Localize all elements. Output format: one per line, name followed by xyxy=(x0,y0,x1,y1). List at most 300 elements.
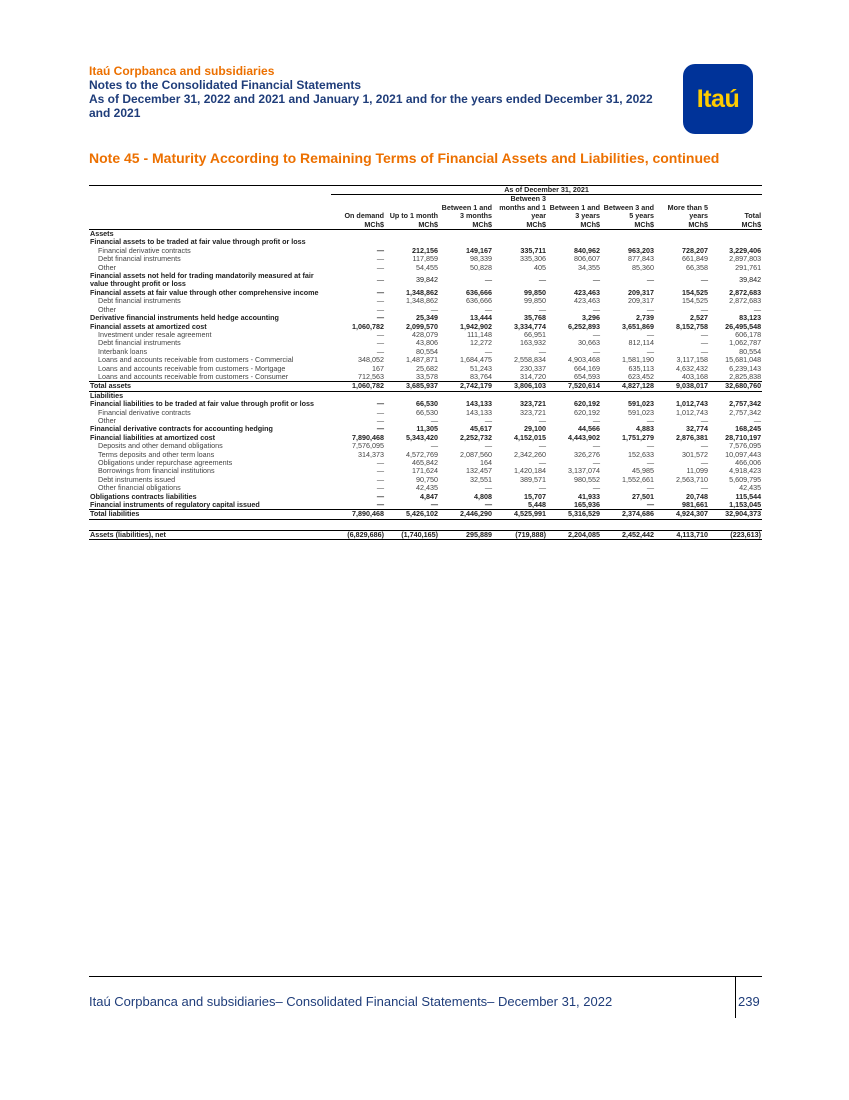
row-label: Deposits and other demand obligations xyxy=(98,442,223,451)
cell-value: 7,890,468 xyxy=(331,510,385,519)
table-row xyxy=(89,272,762,289)
header-line-1: Notes to the Consolidated Financial Statements xyxy=(89,78,362,92)
cell-value: 314,720 xyxy=(520,372,546,381)
row-label: Investment under resale agreement xyxy=(98,330,212,339)
cell-value: 591,023 xyxy=(628,400,654,409)
cell-value: — xyxy=(484,484,492,493)
cell-value: — xyxy=(376,347,384,356)
cell-value: 7,520,614 xyxy=(547,382,601,391)
cell-value: — xyxy=(538,459,546,467)
company-name: Itaú Corpbanca and subsidiaries xyxy=(89,64,275,78)
cell-value: 1,348,862 xyxy=(406,297,438,306)
cell-value: 3,296 xyxy=(582,314,600,323)
cell-value: (1,740,165) xyxy=(385,530,439,539)
unit-label: MCh$ xyxy=(709,221,762,230)
cell-value: 7,576,095 xyxy=(352,442,384,451)
row-label: Financial liabilities at amortized cost xyxy=(90,433,216,442)
cell-value: 27,501 xyxy=(632,492,654,501)
cell-value: 4,918,423 xyxy=(729,467,762,476)
cell-value: 2,452,442 xyxy=(601,530,655,539)
cell-value: 154,525 xyxy=(682,297,708,306)
cell-value: — xyxy=(484,501,492,510)
cell-value: 35,768 xyxy=(524,314,546,323)
cell-value: — xyxy=(646,442,654,451)
cell-value: 428,079 xyxy=(412,330,438,339)
row-label: Financial instruments of regulatory capital issued xyxy=(90,501,260,510)
table-row xyxy=(89,297,762,305)
column-header: Between 1 and 3 years xyxy=(549,202,600,221)
cell-value: — xyxy=(700,339,708,348)
cell-value: — xyxy=(376,408,384,417)
cell-value: 6,252,893 xyxy=(568,322,600,331)
row-label: Other xyxy=(98,416,116,425)
cell-value: 423,463 xyxy=(574,288,600,297)
table-row xyxy=(89,339,762,347)
cell-value: 664,169 xyxy=(574,364,600,373)
cell-value: 5,343,420 xyxy=(406,433,438,442)
table-row xyxy=(89,530,762,539)
row-label: Loans and accounts receivable from customers - Commercial xyxy=(98,356,294,365)
cell-value: — xyxy=(700,305,708,314)
cell-value: 32,774 xyxy=(686,425,708,434)
cell-value: 30,663 xyxy=(578,339,600,348)
cell-value: 1,060,782 xyxy=(352,322,384,331)
cell-value: — xyxy=(376,400,384,409)
cell-value: — xyxy=(700,442,708,451)
cell-value: — xyxy=(376,484,384,493)
cell-value: 980,552 xyxy=(574,475,600,484)
cell-value: — xyxy=(376,288,384,297)
footer-page-divider xyxy=(735,976,736,1018)
unit-label: MCh$ xyxy=(385,221,439,230)
cell-value: — xyxy=(592,275,600,285)
cell-value: 981,661 xyxy=(682,501,708,510)
row-label: Derivative financial instruments held hedge accounting xyxy=(90,314,279,323)
cell-value: 9,038,017 xyxy=(655,382,709,391)
cell-value: 230,337 xyxy=(520,364,546,373)
cell-value: 163,932 xyxy=(520,339,546,348)
cell-value: — xyxy=(376,492,384,501)
cell-value: 3,117,158 xyxy=(676,356,708,365)
cell-value: 314,373 xyxy=(358,450,384,459)
row-label: Debt financial instruments xyxy=(98,255,181,264)
cell-value: — xyxy=(646,347,654,356)
cell-value: 636,666 xyxy=(466,288,492,297)
cell-value: 99,850 xyxy=(524,288,546,297)
cell-value: 54,455 xyxy=(416,263,438,272)
cell-value: — xyxy=(700,347,708,356)
column-header-row xyxy=(89,195,762,221)
cell-value: 10,097,443 xyxy=(725,450,762,459)
cell-value: 2,757,342 xyxy=(729,408,762,417)
cell-value: 2,825,838 xyxy=(729,372,762,381)
cell-value: 83,764 xyxy=(470,372,492,381)
cell-value: 45,617 xyxy=(470,425,492,434)
cell-value: — xyxy=(592,442,600,451)
row-label: Loans and accounts receivable from customers - Mortgage xyxy=(98,364,286,373)
row-label: Financial derivative contracts xyxy=(98,408,191,417)
cell-value: — xyxy=(538,347,546,356)
cell-value: 326,276 xyxy=(574,450,600,459)
cell-value: 111,148 xyxy=(467,330,492,339)
cell-value: 423,463 xyxy=(574,297,600,306)
cell-value: 3,229,406 xyxy=(729,246,762,255)
cell-value: — xyxy=(538,305,546,314)
cell-value: 3,137,074 xyxy=(568,467,600,476)
cell-value: 2,446,290 xyxy=(439,510,493,519)
cell-value: 2,204,085 xyxy=(547,530,601,539)
cell-value: — xyxy=(376,297,384,306)
cell-value: 1,581,190 xyxy=(622,356,654,365)
period-header: As of December 31, 2021 xyxy=(331,186,762,195)
cell-value: 34,355 xyxy=(578,263,600,272)
cell-value: 3,806,103 xyxy=(493,382,547,391)
row-label: Other financial obligations xyxy=(98,484,181,493)
cell-value: 2,563,710 xyxy=(676,475,708,484)
unit-label: MCh$ xyxy=(331,221,385,230)
cell-value: 2,876,381 xyxy=(676,433,708,442)
cell-value: 90,750 xyxy=(416,475,438,484)
header-line-3: and 2021 xyxy=(89,106,141,120)
cell-value: 1,060,782 xyxy=(331,382,385,391)
row-label: Terms deposits and other term loans xyxy=(98,450,215,459)
table-row xyxy=(89,484,762,492)
cell-value: 4,847 xyxy=(420,492,438,501)
cell-value: 20,748 xyxy=(686,492,708,501)
table-row xyxy=(89,230,762,239)
table-row xyxy=(89,255,762,263)
cell-value: — xyxy=(700,330,708,339)
table-row xyxy=(89,434,762,442)
cell-value: 4,827,128 xyxy=(601,382,655,391)
column-header: Between 1 and 3 months xyxy=(441,202,492,221)
cell-value: — xyxy=(376,275,384,285)
cell-value: — xyxy=(592,330,600,339)
cell-value: 115,544 xyxy=(735,492,762,501)
cell-value: — xyxy=(646,275,654,285)
cell-value: 167 xyxy=(372,364,384,373)
cell-value: 4,152,015 xyxy=(514,433,546,442)
cell-value: 25,682 xyxy=(416,364,438,373)
cell-value: 295,889 xyxy=(439,530,493,539)
unit-label: MCh$ xyxy=(439,221,493,230)
cell-value: — xyxy=(376,305,384,314)
cell-value: — xyxy=(592,416,600,425)
row-label: Other xyxy=(98,305,116,314)
cell-value: 812,114 xyxy=(628,339,654,348)
cell-value: 11,099 xyxy=(686,467,708,476)
cell-value: 466,006 xyxy=(735,459,762,467)
cell-value: 4,632,432 xyxy=(676,364,708,373)
cell-value: 171,624 xyxy=(412,467,438,476)
cell-value: — xyxy=(376,475,384,484)
cell-value: 168,245 xyxy=(735,425,762,434)
unit-label: MCh$ xyxy=(601,221,655,230)
table-row xyxy=(89,467,762,475)
cell-value: (719,888) xyxy=(493,530,547,539)
cell-value: 348,052 xyxy=(358,356,384,365)
cell-value: 2,872,683 xyxy=(729,288,762,297)
cell-value: — xyxy=(538,442,546,451)
table-row xyxy=(89,264,762,272)
cell-value: — xyxy=(646,330,654,339)
cell-value: 28,710,197 xyxy=(725,433,762,442)
row-label: Financial assets not held for trading mandatorily measured at fair value throught profit or loss xyxy=(90,272,314,289)
cell-value: 209,317 xyxy=(628,297,654,306)
cell-value: 66,358 xyxy=(686,263,708,272)
cell-value: 51,243 xyxy=(470,364,492,373)
cell-value: 2,897,803 xyxy=(729,255,762,264)
cell-value: 117,859 xyxy=(412,255,438,264)
cell-value: 2,099,570 xyxy=(406,322,438,331)
row-label: Borrowings from financial institutions xyxy=(98,467,215,476)
table-row xyxy=(89,442,762,450)
cell-value: 80,554 xyxy=(739,347,762,356)
cell-value: 591,023 xyxy=(628,408,654,417)
cell-value: 39,842 xyxy=(739,275,762,285)
cell-value: 2,872,683 xyxy=(729,297,762,306)
cell-value: — xyxy=(430,305,438,314)
table-row xyxy=(89,510,762,519)
cell-value: 840,962 xyxy=(574,246,600,255)
cell-value: 291,761 xyxy=(735,263,762,272)
cell-value: — xyxy=(700,416,708,425)
cell-value: 806,607 xyxy=(574,255,600,264)
table-row xyxy=(89,400,762,408)
cell-value: 33,578 xyxy=(416,372,438,381)
cell-value: 3,334,774 xyxy=(514,322,546,331)
column-header: Between 3 and 5 years xyxy=(603,202,654,221)
cell-value: 1,552,661 xyxy=(622,475,654,484)
cell-value: 3,651,869 xyxy=(622,322,654,331)
cell-value: 132,457 xyxy=(466,467,492,476)
cell-value: 877,843 xyxy=(628,255,654,264)
cell-value: 12,272 xyxy=(470,339,492,348)
cell-value: 1,942,902 xyxy=(460,322,492,331)
cell-value: 80,554 xyxy=(416,347,438,356)
cell-value: 66,951 xyxy=(524,330,546,339)
cell-value: 42,435 xyxy=(416,484,438,493)
cell-value: 636,666 xyxy=(466,297,492,306)
cell-value: — xyxy=(376,255,384,264)
row-label: Debt financial instruments xyxy=(98,297,181,306)
cell-value: 212,156 xyxy=(412,246,438,255)
table-row xyxy=(89,493,762,501)
table-row xyxy=(89,409,762,417)
cell-value: — xyxy=(592,305,600,314)
column-header: More than 5 years xyxy=(667,202,708,221)
cell-value: 32,551 xyxy=(470,475,492,484)
cell-value: 15,681,048 xyxy=(725,356,762,365)
page-number: 239 xyxy=(738,994,760,1009)
row-label: Financial assets at amortized cost xyxy=(90,322,207,331)
cell-value: 712,563 xyxy=(358,372,384,381)
cell-value: — xyxy=(484,416,492,425)
cell-value: 149,167 xyxy=(466,246,492,255)
cell-value: — xyxy=(376,314,384,323)
table-row xyxy=(89,356,762,364)
cell-value: 4,443,902 xyxy=(568,433,600,442)
cell-value: 164 xyxy=(480,459,492,467)
cell-value: 2,757,342 xyxy=(729,400,762,409)
row-label: Financial assets to be traded at fair value through profit or loss xyxy=(90,238,306,247)
cell-value: 83,123 xyxy=(739,314,762,323)
footer-text: Itaú Corpbanca and subsidiaries– Consolidated Financial Statements– December 31, 2022 xyxy=(89,994,613,1009)
cell-value: 85,360 xyxy=(632,263,654,272)
cell-value: — xyxy=(646,416,654,425)
cell-value: 165,936 xyxy=(574,501,600,510)
column-header: Total xyxy=(744,211,762,221)
cell-value: 5,426,102 xyxy=(385,510,439,519)
cell-value: 606,178 xyxy=(735,330,762,339)
row-label: Financial derivative contracts for accounting hedging xyxy=(90,425,273,434)
cell-value: — xyxy=(376,416,384,425)
cell-value: 4,883 xyxy=(636,425,654,434)
table-row xyxy=(89,382,762,391)
unit-label: MCh$ xyxy=(655,221,709,230)
table-row xyxy=(89,501,762,510)
cell-value: 32,680,760 xyxy=(709,382,762,391)
maturity-table xyxy=(89,185,762,540)
row-label: Obligations under repurchase agreements xyxy=(98,459,233,467)
cell-value: — xyxy=(700,459,708,467)
unit-row xyxy=(89,221,762,230)
cell-value: 1,684,475 xyxy=(460,356,492,365)
cell-value: 1,153,045 xyxy=(729,501,762,510)
cell-value: 620,192 xyxy=(574,400,600,409)
cell-value: — xyxy=(592,484,600,493)
cell-value: 1,751,279 xyxy=(622,433,654,442)
unit-label: MCh$ xyxy=(493,221,547,230)
row-label: Financial assets at fair value through other comprehensive income xyxy=(90,288,319,297)
row-label: Debt instruments issued xyxy=(98,475,176,484)
column-header: Between 3 months and 1 year xyxy=(499,194,546,221)
cell-value: 1,348,862 xyxy=(406,288,438,297)
cell-value: 654,593 xyxy=(574,372,600,381)
cell-value: 4,924,307 xyxy=(655,510,709,519)
cell-value: 2,742,179 xyxy=(439,382,493,391)
table-row xyxy=(89,238,762,246)
cell-value: 8,152,758 xyxy=(676,322,708,331)
cell-value: 25,349 xyxy=(416,314,438,323)
cell-value: 4,525,991 xyxy=(493,510,547,519)
cell-value: — xyxy=(376,467,384,476)
cell-value: 4,113,710 xyxy=(655,530,709,539)
cell-value: — xyxy=(700,484,708,493)
cell-value: 389,571 xyxy=(520,475,546,484)
cell-value: 1,420,184 xyxy=(514,467,546,476)
cell-value: — xyxy=(376,339,384,348)
cell-value: 1,012,743 xyxy=(676,400,708,409)
cell-value: 620,192 xyxy=(574,408,600,417)
table-row xyxy=(89,451,762,459)
cell-value: 5,316,529 xyxy=(547,510,601,519)
cell-value: 4,903,468 xyxy=(568,356,600,365)
row-label: Assets xyxy=(90,229,114,239)
unit-label: MCh$ xyxy=(547,221,601,230)
cell-value: 661,849 xyxy=(682,255,708,264)
row-label: Assets (liabilities), net xyxy=(89,530,331,539)
table-row xyxy=(89,373,762,382)
cell-value: 143,133 xyxy=(466,400,492,409)
cell-value: — xyxy=(376,246,384,255)
cell-value: 728,207 xyxy=(682,246,708,255)
table-row xyxy=(89,323,762,331)
cell-value: — xyxy=(646,305,654,314)
cell-value: 323,721 xyxy=(520,408,546,417)
itau-logo xyxy=(683,64,753,134)
logo-text: Itaú xyxy=(696,84,740,113)
page-header xyxy=(89,64,689,120)
cell-value: 43,806 xyxy=(416,339,438,348)
cell-value: — xyxy=(484,305,492,314)
cell-value: 963,203 xyxy=(628,246,654,255)
table-row xyxy=(89,247,762,255)
cell-value: — xyxy=(376,459,384,467)
cell-value: 152,633 xyxy=(628,450,654,459)
cell-value: 635,113 xyxy=(628,364,654,373)
cell-value: — xyxy=(538,484,546,493)
cell-value: — xyxy=(753,416,762,425)
cell-value: — xyxy=(538,275,546,285)
cell-value: — xyxy=(376,501,384,510)
cell-value: 26,495,548 xyxy=(725,322,762,331)
footer-divider xyxy=(89,976,762,977)
cell-value: (6,829,686) xyxy=(331,530,385,539)
cell-value: 7,576,095 xyxy=(729,442,762,451)
maturity-table-container xyxy=(89,185,762,540)
cell-value: 2,558,834 xyxy=(514,356,546,365)
cell-value: — xyxy=(484,442,492,451)
cell-value: 405 xyxy=(534,263,546,272)
row-label: Financial derivative contracts xyxy=(98,246,191,255)
cell-value: 41,933 xyxy=(578,492,600,501)
cell-value: 6,239,143 xyxy=(729,364,762,373)
cell-value: 623,452 xyxy=(628,372,654,381)
cell-value: — xyxy=(592,459,600,467)
cell-value: 2,739 xyxy=(636,314,654,323)
cell-value: — xyxy=(484,275,492,285)
row-label: Loans and accounts receivable from customers - Consumer xyxy=(98,372,289,381)
cell-value: 45,985 xyxy=(632,467,654,476)
row-label: Total liabilities xyxy=(89,510,331,519)
cell-value: 4,808 xyxy=(474,492,492,501)
note-title: Note 45 - Maturity According to Remaining Terms of Financial Assets and Liabilities, continued xyxy=(89,150,720,166)
cell-value: — xyxy=(700,275,708,285)
cell-value: — xyxy=(538,416,546,425)
cell-value: 143,133 xyxy=(466,408,492,417)
cell-value: 42,435 xyxy=(739,484,762,493)
cell-value: 1,487,871 xyxy=(406,356,438,365)
cell-value: 66,530 xyxy=(416,400,438,409)
table-row xyxy=(89,417,762,425)
table-row xyxy=(89,425,762,433)
cell-value: 209,317 xyxy=(628,288,654,297)
table-row xyxy=(89,348,762,356)
row-label: Financial liabilities to be traded at fair value through profit or loss xyxy=(90,400,315,409)
cell-value: 335,711 xyxy=(520,246,546,255)
cell-value: 11,305 xyxy=(416,425,438,434)
column-header: On demand xyxy=(344,211,384,221)
column-header: Up to 1 month xyxy=(389,211,438,221)
cell-value: 1,012,743 xyxy=(676,408,708,417)
cell-value: 1,062,787 xyxy=(729,339,762,348)
cell-value: 44,566 xyxy=(578,425,600,434)
cell-value: 4,572,769 xyxy=(406,450,438,459)
row-label: Liabilities xyxy=(90,391,124,400)
cell-value: — xyxy=(430,442,438,451)
cell-value: 39,842 xyxy=(416,275,438,285)
